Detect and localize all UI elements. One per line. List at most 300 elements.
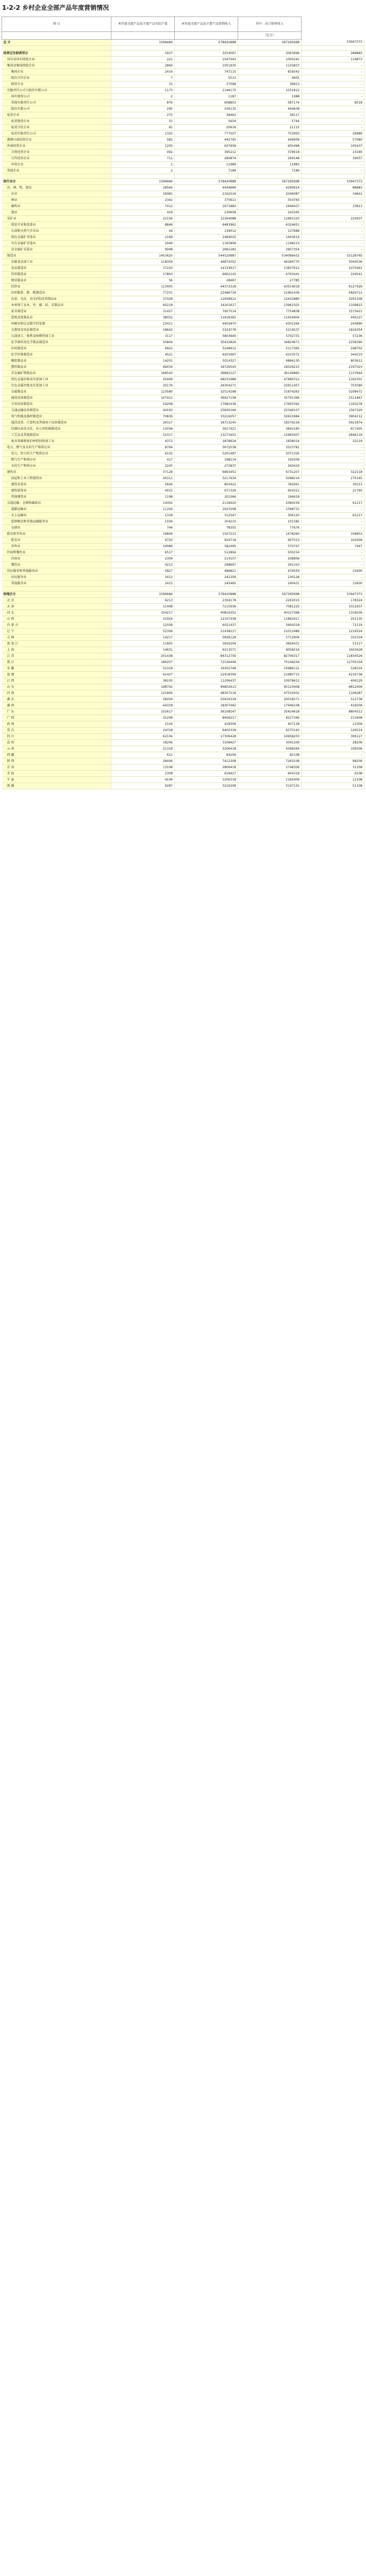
row-value-4: 1573421	[302, 309, 364, 315]
table-row	[2, 746, 364, 752]
row-label: 水上运输业	[2, 513, 111, 519]
table-row	[2, 162, 364, 168]
row-value-1: 44193	[111, 408, 175, 414]
row-value-1: 24318	[111, 727, 175, 734]
row-value-1: 55804	[111, 340, 175, 346]
row-label: 按地区分	[2, 591, 111, 598]
row-value-4: 445227	[302, 315, 364, 321]
table-row	[2, 758, 364, 765]
row-value-3: 605498	[238, 143, 302, 149]
row-label: 联营企业	[2, 81, 111, 88]
table-row	[2, 185, 364, 191]
table-row	[2, 604, 364, 610]
row-value-3: 17946108	[238, 703, 302, 709]
row-label: 农业	[2, 191, 111, 197]
row-value-3: 11983	[238, 162, 302, 168]
row-value-3: 11961520	[238, 216, 302, 222]
row-value-2: 618427	[175, 771, 238, 777]
row-value-2: 1507213	[175, 531, 238, 537]
row-label: 甘 肃	[2, 765, 111, 771]
row-value-4: -	[302, 75, 364, 81]
row-value-1: 17803	[111, 272, 175, 278]
row-value-3: 6793441	[238, 272, 302, 278]
row-value-4: -	[302, 118, 364, 125]
row-value-1	[111, 587, 175, 591]
row-label: 水的生产和供应业	[2, 463, 111, 469]
row-label: 家具制造业	[2, 309, 111, 315]
row-value-1: 70836	[111, 414, 175, 420]
row-value-1: 6517	[111, 550, 175, 556]
row-value-2: 21438217	[175, 629, 238, 635]
row-label: 煤炭开采和洗选业	[2, 222, 111, 228]
row-label: 江 苏	[2, 653, 111, 659]
row-label: 广 东	[2, 709, 111, 715]
row-value-2: 747115	[175, 69, 238, 75]
row-value-2: 22418306	[175, 672, 238, 678]
row-value-1: 3117	[111, 333, 175, 340]
row-value-3: 7189	[238, 168, 302, 174]
row-label: 云 南	[2, 746, 111, 752]
row-label: 零售业	[2, 544, 111, 550]
row-value-1: 60218	[111, 302, 175, 309]
row-value-3: 35424618	[238, 709, 302, 715]
row-value-3: 21980715	[238, 672, 302, 678]
row-value-3: 18329215	[238, 364, 302, 370]
row-value-3: 449958	[238, 137, 302, 143]
table-row	[2, 309, 364, 315]
row-value-1: 1198	[111, 494, 175, 500]
row-value-3: 82706317	[238, 653, 302, 659]
row-label: 石油和天然气开采业	[2, 228, 111, 234]
row-value-2: 777507	[175, 131, 238, 137]
row-value-3: 20018271	[238, 697, 302, 703]
row-value-3: 196618	[238, 494, 302, 500]
table-row	[2, 137, 364, 143]
row-value-3: 604318	[238, 771, 302, 777]
row-value-1: 5937	[111, 50, 175, 57]
row-label: 天 津	[2, 604, 111, 610]
row-value-3: 1478260	[238, 531, 302, 537]
row-value-2: 1878624	[175, 438, 238, 445]
row-label: 通用设备制造业	[2, 395, 111, 401]
row-value-4: 220937	[302, 216, 364, 222]
row-value-1: 275	[111, 112, 175, 118]
table-row	[2, 469, 364, 476]
row-value-2: 7927514	[175, 309, 238, 315]
row-value-3: 4290614	[238, 185, 302, 191]
table-row	[2, 75, 364, 81]
row-label: 装卸搬运和其他运输服务业	[2, 519, 111, 525]
row-label: 渔业	[2, 210, 111, 216]
row-value-1: 18381	[111, 191, 175, 197]
table-row	[2, 156, 364, 162]
row-value-3: 570747	[238, 544, 302, 550]
row-value-1: 1596684	[111, 591, 175, 598]
table-row	[2, 727, 364, 734]
row-label: 畜牧业	[2, 204, 111, 210]
row-value-2: 2991283	[175, 247, 238, 253]
row-label: 股份合作企业	[2, 75, 111, 81]
row-value-3: 101582	[238, 519, 302, 525]
row-value-1: 417	[111, 457, 175, 463]
row-label: 黑色金属冶炼及压延加工业	[2, 377, 111, 383]
row-value-4	[302, 46, 364, 50]
row-value-2: 4402870	[175, 321, 238, 327]
row-label: 广 西	[2, 715, 111, 721]
row-value-4: 5826712	[302, 290, 364, 296]
row-value-1: 12036	[111, 426, 175, 432]
row-label: 黑色金属矿采选业	[2, 234, 111, 241]
row-value-3: 5523781	[238, 445, 302, 451]
row-value-2: 36892127	[175, 370, 238, 377]
row-value-2: 84206	[175, 752, 238, 758]
row-label: 食品制造业	[2, 265, 111, 272]
row-label: 内 蒙 古	[2, 622, 111, 629]
table-row	[2, 451, 364, 457]
row-value-1: 9287	[111, 783, 175, 789]
row-label: 专用设备制造业	[2, 401, 111, 408]
table-row	[2, 340, 364, 346]
row-value-4: 53128765	[302, 253, 364, 259]
row-value-1: 12058	[111, 622, 175, 629]
row-value-2: 214107	[175, 556, 238, 562]
row-value-1: 14201	[111, 358, 175, 364]
table-row	[2, 228, 364, 234]
row-value-1: 612	[111, 752, 175, 758]
row-value-2: 9213571	[175, 647, 238, 653]
row-value-2: 5014327	[175, 358, 238, 364]
row-value-1: 711	[111, 156, 175, 162]
row-value-3	[238, 46, 302, 50]
row-value-4: -	[302, 241, 364, 247]
subheader-cell	[111, 32, 175, 40]
row-value-3: 1443614	[238, 234, 302, 241]
row-value-3: 25911457	[238, 383, 302, 389]
row-value-4: -	[302, 228, 364, 234]
row-label	[2, 587, 111, 591]
table-row	[2, 50, 364, 57]
table-spacer-row	[2, 587, 364, 591]
table-row	[2, 581, 364, 587]
row-label: 建筑业	[2, 469, 111, 476]
row-value-1: 2	[111, 168, 175, 174]
table-row	[2, 81, 364, 88]
row-value-4: 102318	[302, 635, 364, 641]
row-value-2: 7215936	[175, 604, 238, 610]
row-label: 国有及国有控股企业	[2, 57, 111, 63]
row-value-2: 5513	[175, 75, 238, 81]
row-value-2: 20416318	[175, 697, 238, 703]
row-value-3: 3842160	[238, 426, 302, 432]
table-row	[2, 197, 364, 204]
row-value-3: 1646437	[238, 204, 302, 210]
row-value-3: 46184770	[238, 259, 302, 265]
table-row	[2, 401, 364, 408]
row-value-2: 272837	[175, 463, 238, 469]
row-label: 按行业分	[2, 179, 111, 185]
row-value-1: 9048	[111, 247, 175, 253]
row-label: 木材加工及木、竹、藤、棕、草制品业	[2, 302, 111, 309]
row-value-3: 907513	[238, 537, 302, 544]
row-value-3: 95123408	[238, 684, 302, 690]
row-value-4: 803612	[302, 358, 364, 364]
row-value-1: 5604	[111, 482, 175, 488]
row-value-1: 1596684	[111, 179, 175, 185]
table-row	[2, 364, 364, 370]
row-value-4: 6812406	[302, 684, 364, 690]
row-value-3: 5904318	[238, 622, 302, 629]
row-value-2: 5324778	[175, 327, 238, 333]
row-value-2: 280874	[175, 156, 238, 162]
row-label: 湖 北	[2, 697, 111, 703]
row-value-4: 1106287	[302, 690, 364, 697]
row-value-3: 31874263	[238, 389, 302, 395]
row-value-4: 243890	[302, 321, 364, 327]
row-label: 集体及集体控股企业	[2, 63, 111, 69]
row-value-4: 108306	[302, 746, 364, 752]
row-value-3: 32615984	[238, 414, 302, 420]
row-value-4: 1109815	[302, 302, 364, 309]
row-value-2: 22486734	[175, 290, 238, 296]
row-value-4: 2511867	[302, 395, 364, 401]
row-value-1: 8764	[111, 445, 175, 451]
row-label: 饮料制造业	[2, 272, 111, 278]
row-label	[2, 174, 111, 179]
row-value-4: 33811	[302, 204, 364, 210]
row-value-1: 77231	[111, 290, 175, 296]
row-label: 其他企业	[2, 168, 111, 174]
row-value-4: 617405	[302, 426, 364, 432]
row-label: 北 京	[2, 598, 111, 604]
table-row	[2, 327, 364, 333]
row-value-2: 32514298	[175, 389, 238, 395]
table-row	[2, 88, 364, 94]
row-value-2: 7412308	[175, 758, 238, 765]
row-value-4: 344210	[302, 352, 364, 358]
row-value-2: 582495	[175, 544, 238, 550]
row-value-2: 395212	[175, 149, 238, 156]
row-value-2: 2118420	[175, 500, 238, 506]
row-value-4: -	[302, 222, 364, 228]
row-value-3: 753950	[238, 131, 302, 137]
row-value-3: 567295698	[238, 591, 302, 598]
row-value-2: 40816352	[175, 610, 238, 616]
table-row	[2, 616, 364, 622]
row-value-1: 198742	[111, 684, 175, 690]
row-value-3: 534099432	[238, 253, 302, 259]
row-value-2: 803422	[175, 482, 238, 488]
row-label: 上 海	[2, 647, 111, 653]
row-value-2: 6021437	[175, 622, 238, 629]
row-label: 黑 龙 江	[2, 641, 111, 647]
table-row	[2, 216, 364, 222]
row-label: 合作经营企业	[2, 156, 111, 162]
row-label: 山 西	[2, 616, 111, 622]
row-value-3: 6103572	[238, 352, 302, 358]
page-title: 1-2-2 乡村企业全部产品年度营销情况	[2, 4, 109, 11]
row-label: 皮革、毛皮、羽毛(绒)及其制品业	[2, 296, 111, 302]
row-value-1: 1453620	[111, 253, 175, 259]
row-value-4: -	[302, 445, 364, 451]
row-value-2: 924718	[175, 537, 238, 544]
table-row	[2, 482, 364, 488]
row-value-2: 578420888	[175, 591, 238, 598]
row-value-2: 1484025	[175, 234, 238, 241]
row-label: 宁 夏	[2, 777, 111, 783]
row-value-1: 2	[111, 94, 175, 100]
row-value-2: 312547	[175, 513, 238, 519]
row-value-1: 3412	[111, 574, 175, 581]
row-value-1: 104217	[111, 610, 175, 616]
row-value-4: 3208472	[302, 389, 364, 395]
table-spacer-row	[2, 46, 364, 50]
row-value-1: 28406	[111, 758, 175, 765]
row-value-3: 444638	[238, 106, 302, 112]
row-label: 建筑安装业	[2, 482, 111, 488]
table-row	[2, 519, 364, 525]
table-row	[2, 284, 364, 290]
row-value-1: 11408	[111, 604, 175, 610]
table-row	[2, 57, 364, 63]
row-value-4: 3291208	[302, 296, 364, 302]
row-value-4: 21760	[302, 488, 364, 494]
row-value-4: 2197023	[302, 364, 364, 370]
table-row	[2, 494, 364, 500]
row-value-2: 18713245	[175, 420, 238, 426]
table-row	[2, 690, 364, 697]
row-value-1: 107412	[111, 395, 175, 401]
table-row	[2, 278, 364, 284]
row-value-2: 3916204	[175, 641, 238, 647]
table-row	[2, 63, 364, 69]
row-value-2: 78355	[175, 525, 238, 531]
row-label: 其他有限责任公司	[2, 100, 111, 106]
row-value-2: 44373318	[175, 284, 238, 290]
row-value-1: 13108	[111, 765, 175, 771]
row-value-3: 12432880	[238, 296, 302, 302]
row-value-1: 81	[111, 125, 175, 131]
row-value-3: 2263015	[238, 598, 302, 604]
row-value-1: 113405	[111, 284, 175, 290]
row-value-4: 26989	[302, 131, 364, 137]
table-row	[2, 438, 364, 445]
row-value-3: 587174	[238, 100, 302, 106]
row-value-1: 744	[111, 525, 175, 531]
row-value-1: 121806	[111, 690, 175, 697]
row-value-3: 1148213	[238, 241, 302, 247]
row-label: 纺织服装、鞋、帽制造业	[2, 290, 111, 296]
row-value-1: 14631	[111, 647, 175, 653]
row-value-4: -	[302, 556, 364, 562]
row-value-2: 18726543	[175, 364, 238, 370]
row-value-4: -	[302, 234, 364, 241]
row-value-1: 69034	[111, 364, 175, 370]
row-label: 化学纤维制造业	[2, 352, 111, 358]
table-row	[2, 420, 364, 426]
row-label: 江 西	[2, 678, 111, 684]
row-label: 浙 江	[2, 659, 111, 666]
row-value-1: 2860	[111, 63, 175, 69]
row-value-4: 15600	[302, 581, 364, 587]
row-value-2: 13271652	[175, 432, 238, 438]
row-label: 居民服务业	[2, 574, 111, 581]
row-label: 化学原料及化学制品制造业	[2, 340, 111, 346]
row-value-1: 295	[111, 106, 175, 112]
row-value-2: 17306428	[175, 734, 238, 740]
row-value-1: 2245	[111, 463, 175, 469]
row-value-2: 5201487	[175, 451, 238, 457]
subheader-cell: （亿元）	[238, 32, 302, 40]
table-row	[2, 414, 364, 420]
table-row	[2, 574, 364, 581]
table-row	[2, 562, 364, 568]
row-label: 总 计	[2, 40, 111, 46]
row-value-2: 14201617	[175, 302, 238, 309]
row-value-4: 178324	[302, 598, 364, 604]
row-value-4: 34641	[302, 191, 364, 197]
row-value-1: 123580	[111, 389, 175, 395]
table-row	[2, 734, 364, 740]
table-row	[2, 302, 364, 309]
row-value-4: 88883	[302, 185, 364, 191]
row-value-3: 306120	[238, 513, 302, 519]
row-value-2	[175, 174, 238, 179]
row-value-1: 168543	[111, 370, 175, 377]
row-value-4: 100437	[302, 143, 364, 149]
row-value-3: 1182406	[238, 777, 302, 783]
table-row	[2, 143, 364, 149]
row-value-2: 608853	[175, 100, 238, 106]
row-value-4: 1567320	[302, 408, 364, 414]
table-body	[2, 40, 364, 789]
row-value-4: 1603428	[302, 647, 364, 653]
row-value-1: 1205	[111, 143, 175, 149]
table-row	[2, 463, 364, 469]
row-value-1: 1173	[111, 88, 175, 94]
row-label: 居民服务和其他服务业	[2, 568, 111, 574]
row-value-3: 3826431	[238, 641, 302, 647]
row-value-3: 36149860	[238, 370, 302, 377]
row-value-4: -	[302, 106, 364, 112]
row-value-2: 2162516	[175, 191, 238, 197]
row-label: 陕 西	[2, 758, 111, 765]
row-label: 合资经营企业	[2, 149, 111, 156]
row-value-4: -	[302, 506, 364, 513]
row-value-2: 6902143	[175, 272, 238, 278]
row-label: 批发和零售业	[2, 531, 111, 537]
row-value-3: 1000241	[238, 57, 302, 63]
table-row	[2, 537, 364, 544]
row-value-3: 243345	[238, 210, 302, 216]
row-value-3: 40127368	[238, 610, 302, 616]
table-row	[2, 377, 364, 383]
row-value-2: 3917421	[175, 426, 238, 432]
row-label: 仪器仪表及文化、办公用机械制造业	[2, 426, 111, 432]
row-value-3: 13837612	[238, 265, 302, 272]
row-value-4: 32219	[302, 438, 364, 445]
row-value-4: 248702	[302, 346, 364, 352]
row-value-4: 1193278	[302, 401, 364, 408]
table-row	[2, 647, 364, 653]
row-value-4	[302, 174, 364, 179]
row-label: 文教体育用品制造业	[2, 327, 111, 333]
table-row	[2, 765, 364, 771]
row-value-1: 38105	[111, 678, 175, 684]
row-value-2: 20616	[175, 125, 238, 131]
row-value-3: 2046087	[238, 191, 302, 197]
row-label: 其他建筑业	[2, 494, 111, 500]
table-row	[2, 94, 364, 100]
